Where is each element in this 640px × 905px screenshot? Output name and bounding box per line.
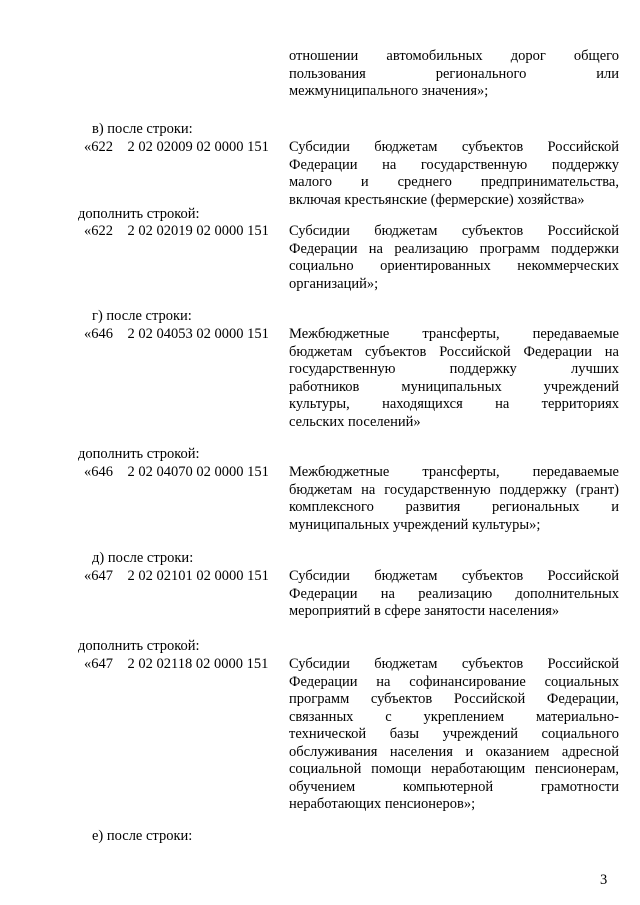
section-label: в) после строки: [92, 121, 193, 137]
section-label: г) после строки: [92, 308, 192, 324]
budget-code: «646 2 02 04070 02 0000 151 [84, 464, 269, 480]
text-line: бюджетам субъектов Российской Федерации на [289, 343, 619, 360]
text-line: культуры, находящихся на территориях [289, 396, 619, 412]
budget-code: «647 2 02 02101 02 0000 151 [84, 568, 269, 584]
code-description [289, 326, 619, 431]
text-line: социальной помощи неработающим пенсионерам, [289, 761, 619, 777]
text-line: обучением компьютерной грамотности [289, 778, 619, 795]
budget-code: «646 2 02 04053 02 0000 151 [84, 326, 269, 342]
text-line: государственную поддержку лучших [289, 361, 619, 377]
text-line: технической базы учреждений социального [289, 726, 619, 742]
text-line: Федерации на реализацию дополнительных [289, 585, 619, 602]
text-line: Межбюджетные трансферты, передаваемые [289, 326, 619, 342]
text-line: программ субъектов Российской Федерации, [289, 691, 619, 707]
section-label: д) после строки: [92, 550, 194, 566]
text-line: Межбюджетные трансферты, передаваемые [289, 464, 619, 480]
text-line: Федерации на софинансирование социальных [289, 673, 619, 690]
text-line: социально ориентированных некоммерческих [289, 258, 619, 274]
text-line: включая крестьянские (фермерские) хозяйства» [289, 191, 585, 208]
text-line: пользования регионального или [289, 65, 619, 82]
top-continuation-text [289, 48, 619, 101]
text-line: работников муниципальных учреждений [289, 378, 619, 395]
text-line: бюджетам на государственную поддержку (грант) [289, 481, 619, 498]
budget-code: «622 2 02 02019 02 0000 151 [84, 223, 269, 239]
code-description [289, 464, 619, 534]
section-label: е) после строки: [92, 828, 193, 844]
text-line: комплексного развития региональных и [289, 499, 619, 515]
section-label: дополнить строкой: [78, 446, 200, 462]
text-line: Субсидии бюджетам субъектов Российской [289, 656, 619, 672]
text-line: муниципальных учреждений культуры»; [289, 516, 541, 533]
budget-code: «622 2 02 02009 02 0000 151 [84, 139, 269, 155]
text-line: связанных с укреплением материально- [289, 708, 619, 725]
text-line: мероприятий в сфере занятости населения» [289, 603, 560, 619]
text-line: Субсидии бюджетам субъектов Российской [289, 568, 619, 584]
text-line: межмуниципального значения»; [289, 83, 489, 99]
section-label: дополнить строкой: [78, 638, 200, 654]
code-description [289, 568, 619, 621]
section-label: дополнить строкой: [78, 206, 200, 222]
code-description [289, 139, 619, 209]
text-line: отношении автомобильных дорог общего [289, 48, 619, 64]
page-number: 3 [600, 872, 608, 888]
text-line: организаций»; [289, 275, 379, 292]
text-line: Федерации на государственную поддержку [289, 156, 619, 173]
code-description [289, 223, 619, 293]
text-line: Субсидии бюджетам субъектов Российской [289, 223, 619, 239]
text-line: Субсидии бюджетам субъектов Российской [289, 139, 619, 155]
text-line: обслуживания населения и оказанием адресной [289, 743, 619, 760]
text-line: Федерации на реализацию программ поддержки [289, 240, 619, 257]
text-line: малого и среднего предпринимательства, [289, 174, 619, 190]
text-line: неработающих пенсионеров»; [289, 796, 476, 812]
text-line: сельских поселений» [289, 413, 421, 430]
code-description [289, 656, 619, 814]
budget-code: «647 2 02 02118 02 0000 151 [84, 656, 269, 672]
